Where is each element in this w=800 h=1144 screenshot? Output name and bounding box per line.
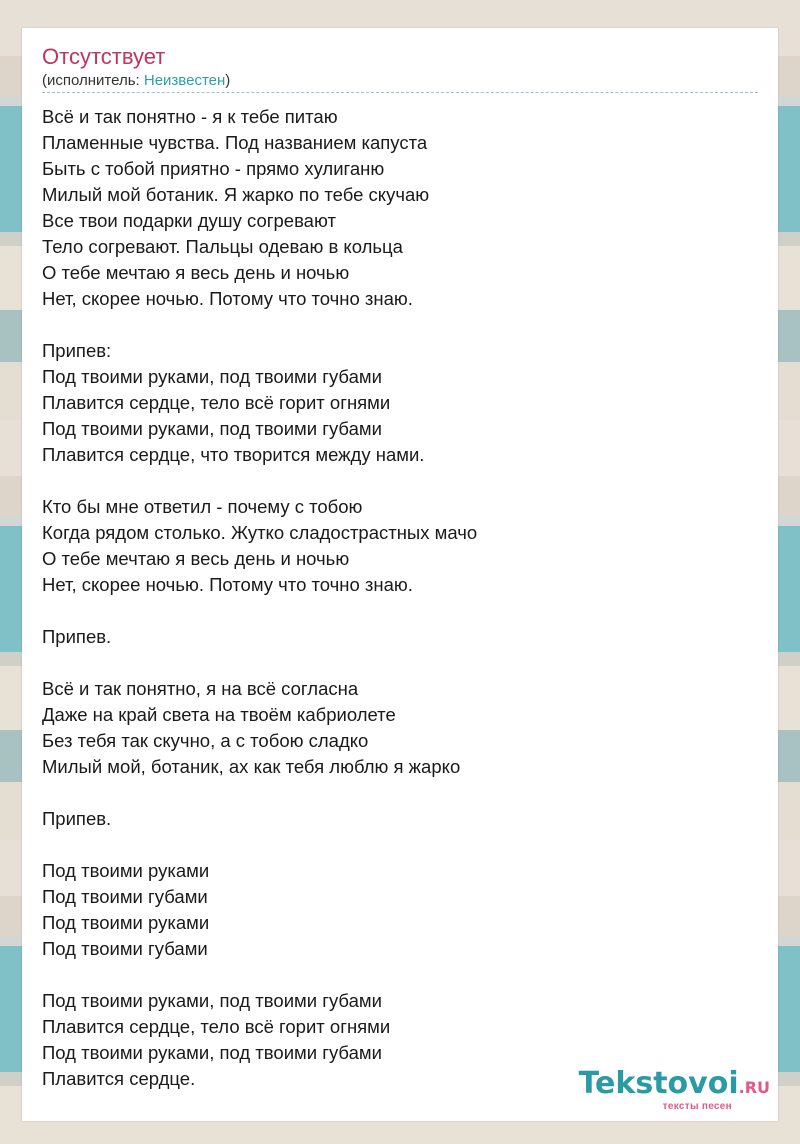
artist-suffix: ) [225,72,231,89]
lyrics-line: Кто бы мне ответил - почему с тобою [42,496,363,517]
site-logo[interactable] [560,1067,770,1115]
lyrics-line: Нет, скорее ночью. Потому что точно знаю. [42,574,413,595]
lyrics-blank-line [42,312,758,338]
lyrics-line: Под твоими руками, под твоими губами [42,1042,382,1063]
lyrics-line: Под твоими губами [42,938,208,959]
lyrics-line: Когда рядом столько. Жутко сладострастных мачо [42,522,478,543]
lyrics-line: Припев. [42,808,112,829]
lyrics-blank-line [42,650,758,676]
title-divider [42,92,758,93]
lyrics-line: Тело согревают. Пальцы одеваю в кольца [42,236,403,257]
lyrics-line: Плавится сердце, тело всё горит огнями [42,392,391,413]
lyrics-line: О тебе мечтаю я весь день и ночью [42,548,350,569]
lyrics-line: Припев. [42,626,112,647]
lyrics-line: Под твоими руками, под твоими губами [42,366,382,387]
lyrics-line: Плавится сердце, что творится между нами. [42,444,425,465]
lyrics-body [42,104,758,1092]
artist-line [42,72,230,90]
lyrics-line: Быть с тобой приятно - прямо хулиганю [42,158,385,179]
lyrics-line: Плавится сердце, тело всё горит огнями [42,1016,391,1037]
lyrics-line: Всё и так понятно - я к тебе питаю [42,106,338,127]
lyrics-line: Под твоими руками [42,860,210,881]
lyrics-line: Все твои подарки душу согревают [42,210,336,231]
lyrics-line: Под твоими руками, под твоими губами [42,990,382,1011]
lyrics-line: Без тебя так скучно, а с тобою сладко [42,730,369,751]
lyrics-blank-line [42,962,758,988]
song-title: Отсутствует [42,44,166,69]
lyrics-line: Нет, скорее ночью. Потому что точно знаю. [42,288,413,309]
logo-subtitle: тексты песен [662,1101,732,1112]
logo-tld: .RU [738,1078,770,1097]
lyrics-line: Плавится сердце. [42,1068,196,1089]
lyrics-line: Под твоими руками [42,912,210,933]
lyrics-line: Милый мой ботаник. Я жарко по тебе скучаю [42,184,430,205]
lyrics-line: Под твоими руками, под твоими губами [42,418,382,439]
lyrics-line: Даже на край света на твоём кабриолете [42,704,396,725]
lyrics-line: О тебе мечтаю я весь день и ночью [42,262,350,283]
lyrics-line: Пламенные чувства. Под названием капуста [42,132,428,153]
lyrics-blank-line [42,468,758,494]
lyrics-blank-line [42,780,758,806]
lyrics-line: Всё и так понятно, я на всё согласна [42,678,359,699]
lyrics-blank-line [42,832,758,858]
lyrics-blank-line [42,598,758,624]
lyrics-sheet [22,28,778,1121]
logo-word: Tekstovoi [578,1066,739,1101]
lyrics-line: Под твоими губами [42,886,208,907]
artist-link[interactable]: Неизвестен [143,72,226,89]
artist-prefix: (исполнитель: [42,72,144,89]
lyrics-line: Милый мой, ботаник, ах как тебя люблю я жарко [42,756,461,777]
lyrics-line: Припев: [42,340,112,361]
logo-wordmark [579,1067,770,1105]
